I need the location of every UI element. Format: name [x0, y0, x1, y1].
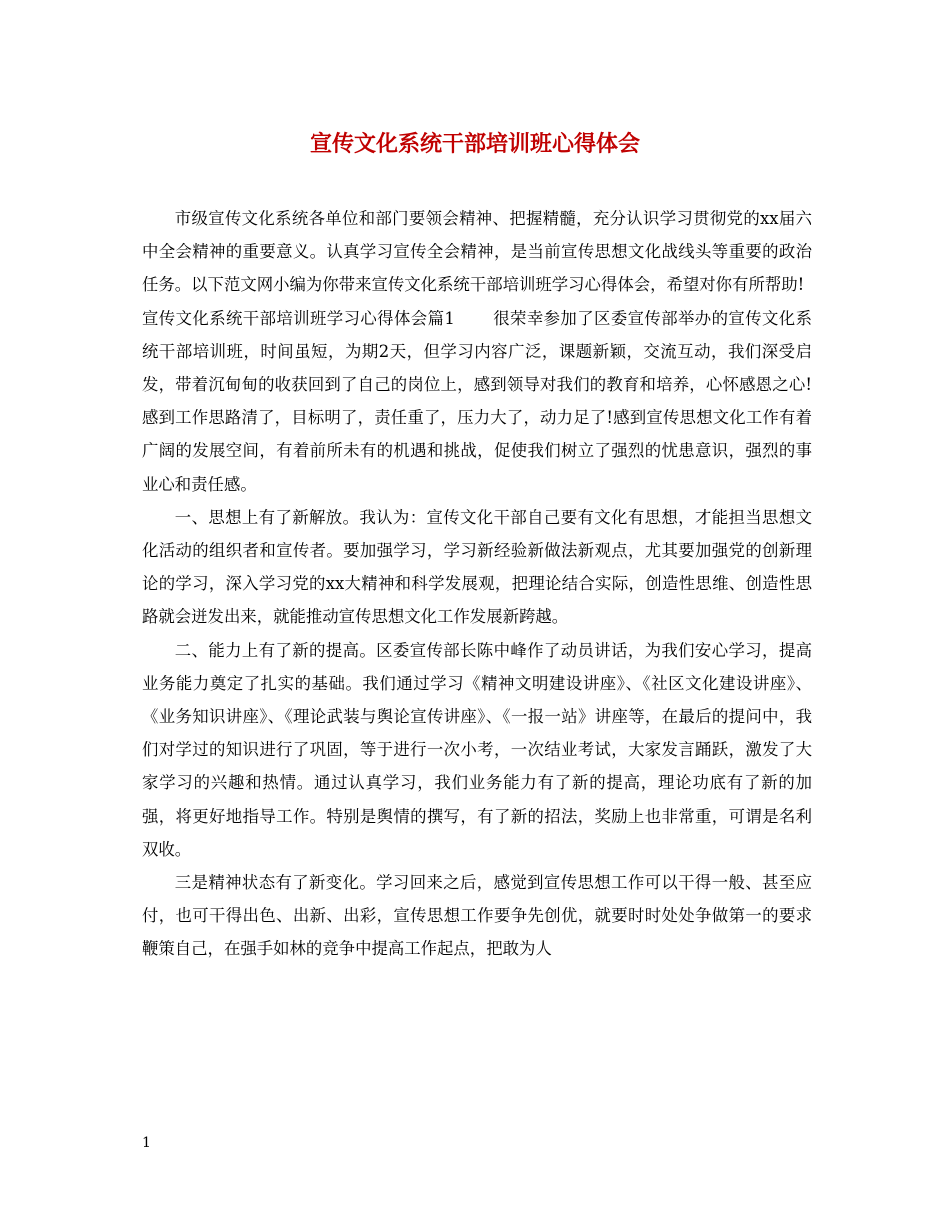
section-paragraph — [142, 302, 812, 501]
document-title: 宣传文化系统干部培训班心得体会 — [309, 131, 640, 157]
document-body — [142, 202, 812, 966]
section-text: 很荣幸参加了区委宣传部举办的宣传文化系统干部培训班，时间虽短，为期2天，但学习内容广泛，课题新颖，交流互动，我们深受启发，带着沉甸甸的收获回到了自己的岗位上，感到领导对我们的教育和培养，心怀感恩之心!感到工作思路清了，目标明了，责任重了，压力大了，动力足了!感到宣传思想文化工作有着广阔的发展空间，有着前所未有的机遇和挑战，促使我们树立了强烈的忧患意识，强烈的事业心和责任感。 — [142, 308, 812, 494]
page-number: 1 — [142, 1135, 151, 1151]
body-paragraph: 三是精神状态有了新变化。学习回来之后，感觉到宣传思想工作可以干得一般、甚至应付，也可干得出色、出新、出彩，宣传思想工作要争先创优，就要时时处处争做第一的要求鞭策自己，在强手如林的竞争中提高工作起点，把敢为人 — [142, 873, 812, 959]
body-paragraph: 二、能力上有了新的提高。区委宣传部长陈中峰作了动员讲话，为我们安心学习，提高业务能力奠定了扎实的基础。我们通过学习《精神文明建设讲座》、《社区文化建设讲座》、《业务知识讲座》、《理论武装与舆论宣传讲座》、《一报一站》讲座等，在最后的提问中，我们对学过的知识进行了巩固，等于进行一次小考，一次结业考试，大家发言踊跃，激发了大家学习的兴趣和热情。通过认真学习，我们业务能力有了新的提高，理论功底有了新的加强，将更好地指导工作。特别是舆情的撰写，有了新的招法，奖励上也非常重，可谓是名利双收。 — [142, 640, 812, 859]
body-paragraph: 一、思想上有了新解放。我认为：宣传文化干部自己要有文化有思想，才能担当思想文化活动的组织者和宣传者。要加强学习，学习新经验新做法新观点，尤其要加强党的创新理论的学习，深入学习党的xx大精神和科学发展观，把理论结合实际，创造性思维、创造性思路就会迸发出来，就能推动宣传思想文化工作发展新跨越。 — [142, 507, 812, 627]
section-heading: 宣传文化系统干部培训班学习心得体会篇1 — [142, 308, 455, 328]
intro-paragraph: 市级宣传文化系统各单位和部门要领会精神、把握精髓，充分认识学习贯彻党的xx届六中全会精神的重要意义。认真学习宣传全会精神，是当前宣传思想文化战线头等重要的政治任务。以下范文网小编为你带来宣传文化系统干部培训班学习心得体会，希望对你有所帮助! — [142, 209, 812, 295]
